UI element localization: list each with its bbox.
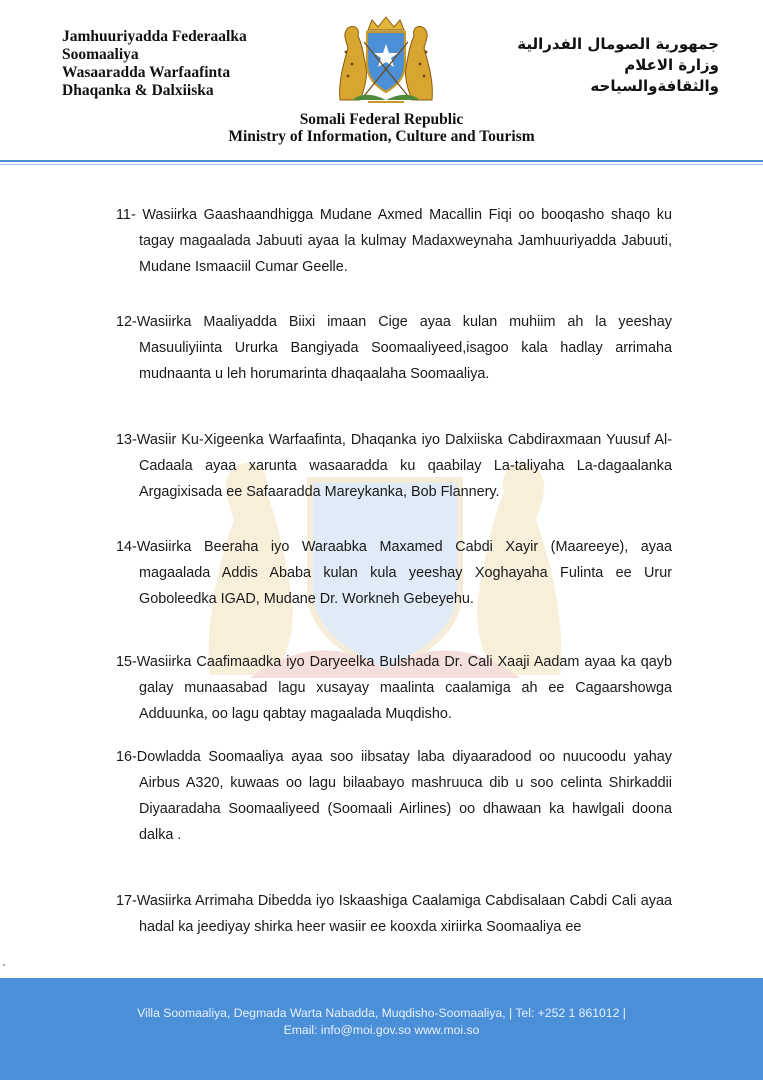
header-arabic-name: [479, 34, 719, 97]
header-right-line: والثقافةوالسياحه: [590, 77, 719, 95]
news-item-15: [116, 649, 672, 727]
header-english-republic: Somali Federal Republic: [299, 111, 464, 128]
somalia-coat-of-arms-icon: [334, 12, 438, 106]
news-item-12: [116, 309, 672, 387]
news-item-17: [116, 888, 672, 940]
header-divider: [0, 160, 763, 162]
header-left-line: Soomaaliya: [62, 46, 139, 63]
header-left-line: Dhaqanka & Dalxiiska: [62, 82, 214, 99]
header-left-line: Wasaaradda Warfaafinta: [62, 64, 231, 81]
news-item-16: [116, 744, 672, 848]
footer-address: Villa Soomaaliya, Degmada Warta Nabadda, Muqdisho-Soomaaliya, | Tel: +252 1 861012 |: [137, 1006, 626, 1020]
news-item-11: [116, 202, 672, 280]
news-item-text: 13-Wasiir Ku-Xigeenka Warfaafinta, Dhaqanka iyo Dalxiiska Cabdiraxmaan Yuusuf Al-Cadaala ayaa xarunta wasaaradda ku qaabilay La-taliyaha La-dagaalanka Argagixisada ee Safaaradda Mareykanka, Bob Flannery.: [116, 432, 672, 500]
news-item-text: 12-Wasiirka Maaliyadda Biixi imaan Cige ayaa kulan muhiim ah la yeeshay Masuuliyiinta Ururka Bangiyada Soomaaliyeed,isagoo kala hadlay arrimaha mudnaanta u leh horumarinta dhaqaalaha Soomaaliya.: [116, 314, 672, 382]
header-left-line: Jamhuuriyadda Federaalka: [62, 28, 247, 45]
news-item-text: 14-Wasiirka Beeraha iyo Waraabka Maxamed Cabdi Xayir (Maareeye), ayaa magaalada Addis Ababa kulan kula yeeshay Xoghayaha Fulinta ee Urur Goboleedka IGAD, Mudane Dr. Workneh Gebeyehu.: [116, 539, 672, 607]
scan-speck: [3, 964, 5, 966]
header-divider-thin: [0, 164, 763, 165]
news-item-text: 17-Wasiirka Arrimaha Dibedda iyo Iskaashiga Caalamiga Cabdisalaan Cabdi Cali ayaa hadal ka jeediyay shirka heer wasiir ee kooxda xiriirka Soomaaliya ee: [116, 893, 672, 935]
header-right-line: وزارة الاعلام: [624, 56, 719, 74]
header-right-line: جمهورية الصومال الفدرالية: [517, 35, 719, 53]
header-english-ministry: Ministry of Information, Culture and Tourism: [228, 128, 535, 145]
footer-contact: Email: info@moi.gov.so www.moi.so: [283, 1023, 480, 1037]
news-item-14: [116, 534, 672, 612]
news-item-13: [116, 427, 672, 505]
header-somali-name: [62, 28, 322, 100]
news-item-text: 11- Wasiirka Gaashaandhigga Mudane Axmed Macallin Fiqi oo booqasho shaqo ku tagay magaalada Jabuuti ayaa la kulmay Madaxweynaha Jamhuuriyadda Jabuuti, Mudane Ismaaciil Cumar Geelle.: [116, 207, 672, 275]
page-footer: [0, 978, 763, 1080]
news-item-text: 15-Wasiirka Caafimaadka iyo Daryeelka Bulshada Dr. Cali Xaaji Aadam ayaa ka qayb galay munaasabad lagu xusayay maalinta caalamiga ah ee Cagaarshowga Adduunka, oo lagu qabtay magaalada Muqdisho.: [116, 654, 672, 722]
news-item-text: 16-Dowladda Soomaaliya ayaa soo iibsatay laba diyaaradood oo nuucoodu yahay Airbus A320, kuwaas oo lagu bilaabayo mashruuca dib u soo celinta Shirkaddii Diyaaradaha Soomaaliyeed (Soomaali Airlines) oo dhawaan ka hawlgali doona dalka .: [116, 749, 672, 843]
